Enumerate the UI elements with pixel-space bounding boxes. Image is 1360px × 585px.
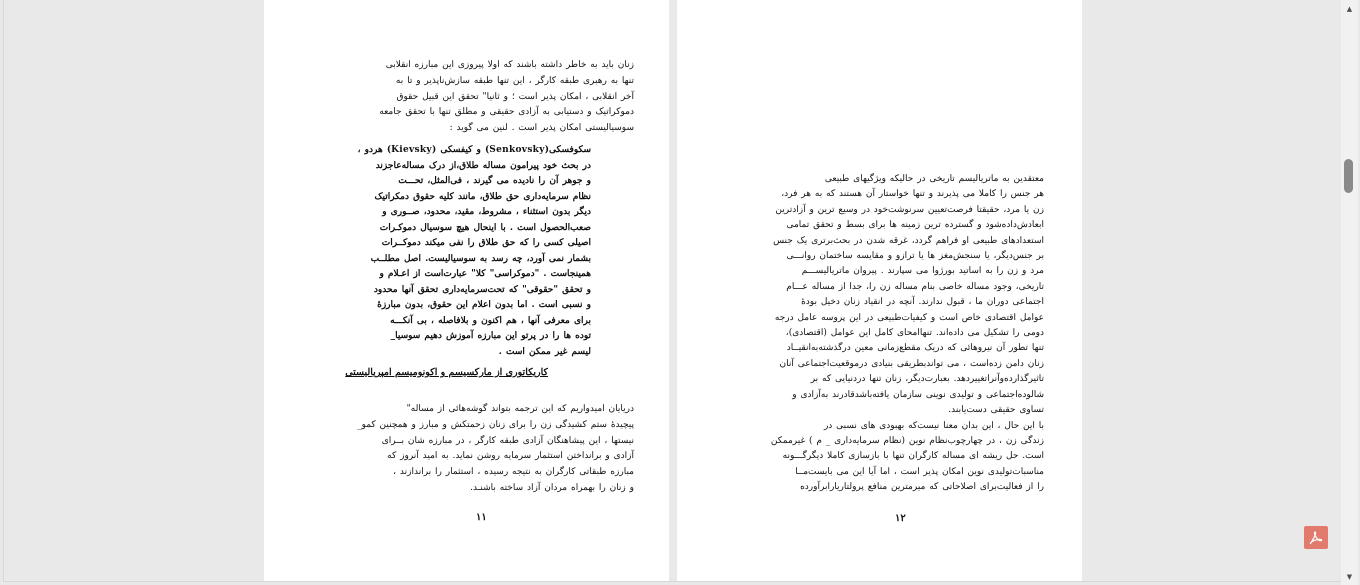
- page-number: ۱۱: [476, 512, 487, 523]
- vertical-scrollbar[interactable]: [1341, 0, 1358, 585]
- scroll-up-arrow-icon[interactable]: ▲: [1346, 4, 1353, 13]
- pdf-viewer[interactable]: [3, 0, 1341, 582]
- text-line: مرد و زن را به اساتید بورژوا می سپارند . پیروان ماتریالیســـم: [801, 266, 1044, 277]
- text-line: آزادی و برانداختن استثمار سرمایه روشن نماید. به امید آنروز که: [387, 451, 634, 462]
- text-line: صعب‌الحصول است . با اینحال هیچ سوسیال دموکـرات: [379, 222, 591, 233]
- text-line: شالوده‌اجتماعی و تولیدی نوینی سازمان یافته‌باشدقادرند به‌آزادی و: [792, 389, 1044, 400]
- pdf-page-12: [677, 0, 1082, 582]
- text-line: دریایان امیدواریم که این ترجمه بتواند گوشه‌هائی از مساله": [406, 404, 634, 414]
- text-line: مبارزه طبقاتی کارگران به نتیجه رسیده ، استثمار را براندازند ،: [393, 467, 634, 478]
- text-line: تساوی حقیقی دست‌یابند.: [948, 405, 1044, 416]
- scroll-down-arrow-icon[interactable]: ▼: [1346, 572, 1353, 581]
- lenin-quote: [339, 143, 591, 360]
- intro-paragraph: [309, 58, 634, 137]
- text-line: هر جنس را کاملا می پذیرند و تنها خواستار آن هستند که به هر فرد،: [781, 189, 1044, 200]
- body-paragraph: [719, 172, 1044, 496]
- text-line: تاریخی، وجود مساله خاصی بنام مساله زن را، جدا از مساله عـــام: [786, 281, 1044, 292]
- text-line: زنان باید به خاطر داشته باشند که اولا پیروزی این مبارزه انقلابی: [385, 60, 634, 70]
- text-line: اجتماعی دوران ما ، قبول ندارند. آنچه در انقیاد زنان دخیل بودۀ: [801, 297, 1044, 308]
- text-line: ابعادش‌داده‌شود و گسترده ترین زمینه ها برای بسط و تحقق تمامی: [786, 220, 1044, 231]
- page-number: ۱۲: [895, 513, 906, 524]
- scrollbar-thumb[interactable]: [1344, 159, 1353, 193]
- text-line: معتقدین به ماتریالیسم تاریخی در حالیکه ویژگیهای طبیعی: [824, 174, 1044, 184]
- pdf-page-11: [264, 0, 669, 582]
- text-line: عوامل اقتصادی خاص است و کیفیات‌طبیعی در این پروسه عامل درجه: [774, 312, 1044, 323]
- source-citation-heading: کاریکاتوری از مارکسیسم و اکونومیسم امپریالیستی: [345, 367, 548, 378]
- text-line: همینجاست . "دموکراسی" کلا" عبارت‌است از اعـلام و: [379, 269, 591, 279]
- text-line: نیستها ، این پیشاهنگان آزادی طبقه کارگر ، در مبارزه شان بــرای: [381, 435, 634, 446]
- text-line: را از فعالیت‌برای اصلاحاتی که میرمترین منافع پرولتاریا‌رابرآورده: [800, 482, 1044, 493]
- text-line: لیسم غیر ممکن است .: [498, 346, 591, 357]
- text-line: بر جنس‌دیگر، یا سنجش‌مغز ها یا ترازو و مقایسه ساختمان روانـــی: [786, 251, 1044, 262]
- text-line: تاثیرگذارده‌وآنرا‌تغییردهد. بعبارت‌دیگر، زنان تنها دردنیایی که بر: [810, 374, 1044, 385]
- text-line: دیگر بدون استثناء ، مشروط، مقید، محدود، صــوری و: [382, 207, 591, 217]
- text-line: و زنان را بهمراه مردان آزاد ساخته باشنـد.: [470, 482, 634, 493]
- text-line: زندگی زن ، در چهارچوب‌نظام نوین (نظام سرمایه‌داری _ م ) غیرممکن: [770, 435, 1044, 446]
- text-line: و جوهر آن را نادیده می گیرند ، فی‌المثل، تحـــت: [398, 176, 591, 186]
- closing-paragraph: [304, 402, 634, 497]
- text-line: توده ها را در پرتو این مبارزه آموزش دهیم سوسیا_: [390, 331, 591, 341]
- text-line: بشمار نمی آورد، چه رسد به سوسیالیست. اصل مطلــب: [370, 253, 591, 264]
- text-line: در بحث خود پیرامون مساله طلاق،از درک مساله‌عاجزند: [375, 160, 591, 171]
- text-line: دموکراتیک و دستیابی به آزادی حقیقی و مطلق تنها با تحقق جامعه: [379, 107, 634, 118]
- text-line: مناسبات‌تولیدی نوین امکان پذیر است ، اما آیا این می بایست‌مــا: [795, 466, 1044, 477]
- text-line: استعدادهای طبیعی او فراهم گردد، غرقه شدن در بحث‌برتری یک جنس: [773, 235, 1044, 246]
- acrobat-logo-icon: [1308, 530, 1324, 546]
- text-line: زنان دامن زده‌است ، می تواند‌بطریقی بنیادی درموقعیت‌اجتماعی آنان: [779, 358, 1044, 369]
- text-line: نظام سرمایه‌داری حق طلاق، مانند کلیه حقوق دمکراتیک: [374, 191, 591, 202]
- text-line: و نسبی است . اما بدون اعلام این حقوق، بدون مبارزۀ: [377, 300, 591, 310]
- text-line: سوسیالیستی امکان پذیر است . لنین می گوید :: [449, 123, 634, 134]
- text-line: تنها تطور آن نیروهائی که دریک مقطع‌زمانی معین درگذشته‌به‌انقیــاد: [786, 343, 1044, 354]
- text-line: سکوفسکی(Senkovsky) و کیفسکی (Kievsky) هردو ،: [357, 145, 591, 155]
- pdf-icon[interactable]: [1304, 526, 1328, 549]
- text-line: است. حل ریشه ای مساله کارگران تنها با بازسازی کاملا دیگرگـــونه: [782, 451, 1044, 462]
- text-line: برای معرفی آنها ، هم اکنون و بلافاصله ، بی آنکـــه: [390, 315, 591, 326]
- text-line: و تحقق "حقوقی" که تحت‌سرمایه‌داری تحقق آنها محدود: [373, 284, 591, 295]
- text-line: اصیلی کسی را که حق طلاق را نفی میکند دموکــرات: [381, 238, 591, 248]
- text-line: با این حال ، این بدان معنا نیست‌که بهبودی های نسبی در: [823, 420, 1044, 431]
- text-line: پیچیدۀ ستم کشیدگی زن را برای زنان زحمتکش و مبارز و همچنین کمو_: [357, 419, 634, 430]
- text-line: آخر انقلابی ، امکان پذیر است ؛ و ثانیا" تحقق این قبیل حقوق: [396, 91, 634, 102]
- text-line: تنها به رهبری طبقه کارگر ، این تنها طبقه سازش‌ناپذیر و تا به: [395, 75, 634, 86]
- text-line: زن یا مرد، حقیقتا فرصت‌تعیین سرنوشت‌خود در وسیع ترین و آزادترین: [775, 204, 1044, 215]
- text-line: دومی را تشکیل می داده‌اند. تنها‌امحای کامل این عوامل (اقتصادی)،: [785, 328, 1044, 339]
